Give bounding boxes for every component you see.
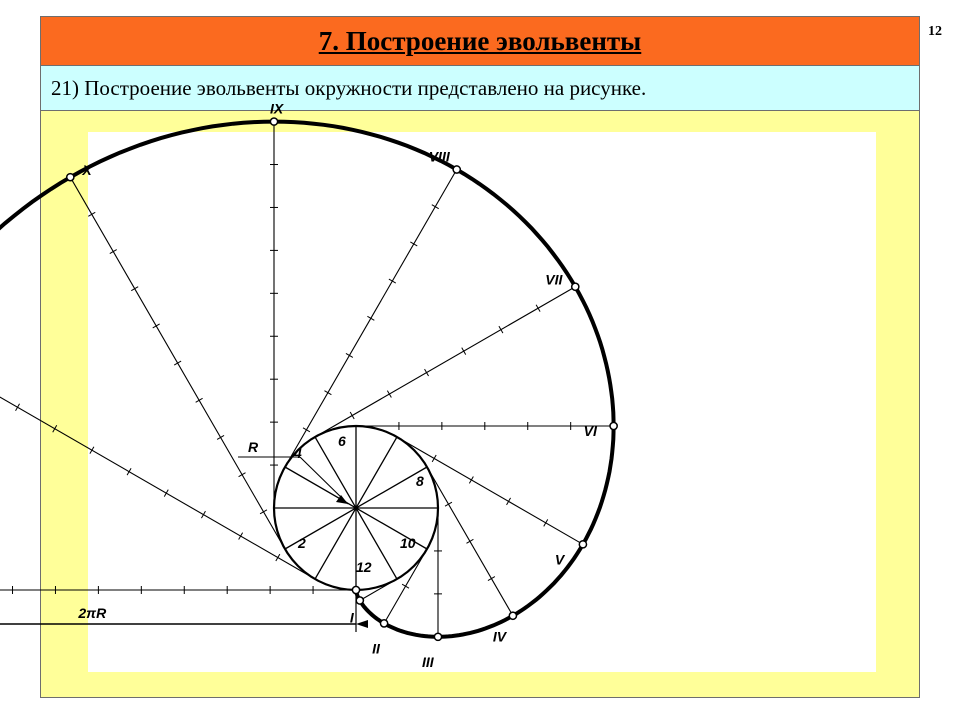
construction-lines <box>0 122 614 637</box>
roman-label: IV <box>492 628 507 645</box>
start-point <box>352 586 359 593</box>
division-tick <box>153 324 160 328</box>
division-tick <box>260 510 267 514</box>
division-tick <box>410 242 417 246</box>
tangent-line <box>315 287 575 437</box>
roman-label: II <box>372 640 380 657</box>
slide-subtitle: 21) Построение эвольвенты окружности представлено на рисунке. <box>51 75 647 100</box>
division-tick <box>239 473 246 477</box>
division-tick <box>239 533 243 540</box>
division-tick <box>110 250 117 254</box>
roman-label: IX <box>270 100 284 117</box>
roman-label: VIII <box>428 148 450 165</box>
radius-label: R <box>248 439 259 455</box>
involute-point <box>270 118 277 125</box>
figure-labels <box>0 101 598 670</box>
roman-label: VII <box>545 271 563 288</box>
involute-point <box>610 422 617 429</box>
involute-point <box>572 283 579 290</box>
division-tick <box>432 455 436 462</box>
division-tick <box>350 412 354 419</box>
roman-label: V <box>554 551 565 568</box>
involute-curve <box>0 122 614 637</box>
division-tick <box>90 447 94 454</box>
division-tick <box>127 468 131 475</box>
roman-label: I <box>349 609 354 626</box>
circle-label: 6 <box>338 433 346 449</box>
division-tick <box>425 369 429 376</box>
circle-label: 8 <box>416 473 424 489</box>
circle-label: 12 <box>356 559 372 575</box>
involute-figure <box>78 100 876 672</box>
division-tick <box>432 205 439 209</box>
tangent-line <box>397 437 583 544</box>
involute-point <box>579 541 586 548</box>
division-tick <box>324 391 331 395</box>
involute-point <box>67 174 74 181</box>
division-tick <box>88 212 95 216</box>
involute-point <box>434 633 441 640</box>
arrow-head-left <box>356 620 368 628</box>
involute-point <box>509 612 516 619</box>
division-tick <box>367 316 374 320</box>
page-number: 12 <box>928 24 942 39</box>
division-tick <box>16 404 20 411</box>
involute-point <box>453 166 460 173</box>
slide-title: 7. Построение эвольвенты <box>318 25 642 56</box>
division-tick <box>445 502 452 506</box>
subtitle-bar <box>40 66 920 111</box>
title-bar <box>40 16 920 66</box>
dimension-label: 2πR <box>78 605 107 621</box>
roman-label: III <box>422 653 434 670</box>
division-tick <box>174 361 181 365</box>
division-tick <box>507 498 511 505</box>
involute-point <box>380 620 387 627</box>
tangent-line <box>0 343 315 579</box>
division-tick <box>164 490 168 497</box>
circle-label: 4 <box>294 445 302 461</box>
division-tick <box>536 305 540 312</box>
circle-label: 10 <box>400 535 416 551</box>
division-tick <box>387 391 391 398</box>
division-tick <box>276 554 280 561</box>
division-tick <box>303 428 310 432</box>
division-tick <box>544 519 548 526</box>
involute-drawing <box>78 100 876 672</box>
division-tick <box>196 398 203 402</box>
division-tick <box>53 425 57 432</box>
division-tick <box>402 584 409 588</box>
division-tick <box>131 287 138 291</box>
involute-point <box>356 597 363 604</box>
division-tick <box>488 577 495 581</box>
involute-points <box>0 118 617 640</box>
dimension-line <box>0 594 368 632</box>
division-tick <box>499 326 503 333</box>
division-tick <box>469 476 473 483</box>
division-tick <box>462 348 466 355</box>
division-tick <box>389 279 396 283</box>
division-tick <box>346 353 353 357</box>
content-panel <box>40 100 920 698</box>
circle-label: 2 <box>298 535 306 551</box>
roman-label: VI <box>583 423 597 439</box>
division-tick <box>217 435 224 439</box>
division-tick <box>466 539 473 543</box>
division-tick <box>201 511 205 518</box>
roman-label: X <box>82 162 92 179</box>
